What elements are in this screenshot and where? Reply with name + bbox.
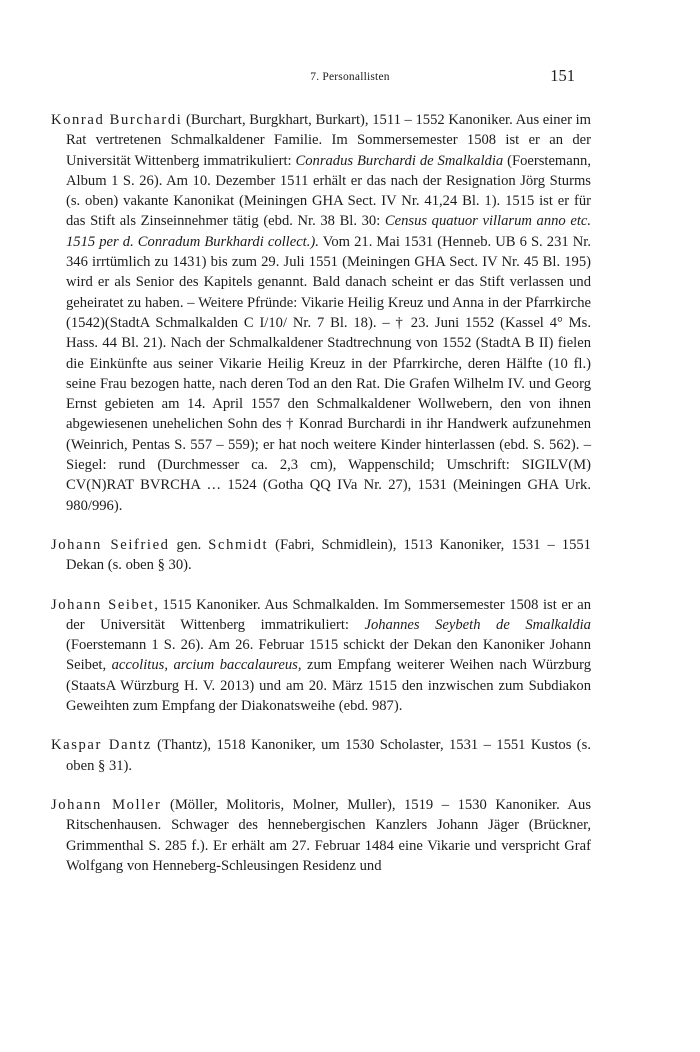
entry-text: (Foerstemann, Album 1 S. 26). Am 10. Dezember 1511 erhält er das nach der Resignation Jörg Sturms (s. oben) vakante Kanonikat (Meiningen GHA Sect. IV Nr. 41,24 Bl. 1). 1515 ist er für das Stift als Zinseinnehmer tätig (ebd. Nr. 38 Bl. 30: [66, 152, 591, 230]
entry-johann-moller [51, 795, 591, 876]
entry-text: gen. [169, 536, 209, 553]
entry-text: (Möller, Molitoris, Molner, Muller), 1519 – 1530 Kanoniker. Aus Ritschenhausen. Schwager des hennebergischen Kanzlers Johann Jäger (Brückner, Grimmenthal S. 285 f.). Er erhält am 27. Februar 1484 eine Vikarie und verspricht Graf Wolfgang von Henneberg-Schleusingen Residenz und [66, 796, 592, 874]
entry-name: Johann Seifried [51, 536, 170, 553]
entry-text: Vom 21. Mai 1531 (Henneb. UB 6 S. 231 Nr. 346 irrtümlich zu 1431) bis zum 29. Juli 1551 (Meiningen GHA Sect. IV Nr. 45 Bl. 195) wird er als Senior des Kapitels genannt. Bald danach scheint er das Stift verlassen und geheiratet zu haben. – Weitere Pfründe: Vikarie Heilig Kreuz und Anna in der Pfarrkirche (1542)(StadtA Schmalkalden C I/10/ Nr. 7 Bl. 18). – † 23. Juni 1552 (Kassel 4° Ms. Hass. 44 Bl. 21). Nach der Schmalkaldener Stadtrechnung von 1552 (StadtA B II) fielen die Einkünfte aus seiner Vikarie Heilig Kreuz in der Pfarrkirche, deren Hälfte (10 fl.) seine Frau bezogen hatte, nach deren Tod an den Rat. Die Grafen Wilhelm IV. und Georg Ernst gebieten am 14. April 1557 den Schmalkaldener Wollwebern, den von ihnen abgewiesenen unehelichen Sohn des † Konrad Burchardi in ihr Handwerk aufzunehmen (Weinrich, Pentas S. 557 – 559); er hat noch weitere Kinder hinterlassen (ebd. S. 562). – Siegel: rund (Durchmesser ca. 2,3 cm), Wappenschild; Umschrift: SIGILV(M) CV(N)RAT BVRCHA … 1524 (Gotha QQ IVa Nr. 27), 1531 (Meiningen GHA Urk. 980/996). [66, 233, 591, 514]
entry-kaspar-dantz [51, 735, 591, 776]
entry-citation: Conradus Burchardi de Smalkaldia [295, 152, 504, 169]
entry-johann-seibet [51, 595, 591, 717]
entry-name: Kaspar Dantz [51, 737, 152, 754]
section-title: 7. Personallisten [310, 71, 390, 83]
entry-name: Konrad Burchardi [51, 112, 183, 128]
page-number: 151 [550, 66, 575, 85]
entry-citation: Johannes Seybeth de Smalkaldia [364, 616, 591, 633]
entry-name: Johann Moller [51, 796, 162, 813]
entry-text: (Burchart, Burgkhart, Burkart), 1511 – 1552 Kanoniker. Aus einer im Rat vertretenen Schmalkaldener Familie. Im Sommersemester 1508 ist er an der Universität Wittenberg immatrikuliert: [66, 112, 592, 169]
entry-konrad-burchardi [51, 110, 591, 516]
entry-text: , 1515 Kanoniker. Aus Schmalkalden. Im Sommersemester 1508 ist er an der Universität Wittenberg immatrikuliert: [66, 596, 591, 633]
entry-text: (Fabri, Schmidlein), 1513 Kanoniker, 1531 – 1551 Dekan (s. oben § 30). [66, 536, 591, 574]
entry-citation: Census quatuor villarum anno etc. 1515 per d. Conradum Burkhardi collect.). [66, 213, 591, 250]
entry-text: (Thantz), 1518 Kanoniker, um 1530 Scholaster, 1531 – 1551 Kustos (s. oben § 31). [66, 737, 591, 774]
entry-johann-seifried [51, 535, 591, 576]
entry-text: (Foerstemann 1 S. 26). Am 26. Februar 1515 schickt der Dekan den Kanoniker Johann Seibet, [66, 637, 591, 674]
entry-list [51, 110, 591, 895]
entry-citation: accolitus, arcium baccalaureus, [111, 657, 302, 674]
entry-name: Johann Seibet [51, 596, 155, 613]
entry-text: zum Empfang weiterer Weihen nach Würzburg (StaatsA Würzburg H. V. 2013) und am 20. März 1515 den inzwischen zum Subdiakon Geweihten zum Empfang der Diakonatsweihe (ebd. 987). [66, 657, 592, 715]
running-head [0, 66, 700, 90]
entry-name-alias: Schmidt [208, 536, 269, 553]
